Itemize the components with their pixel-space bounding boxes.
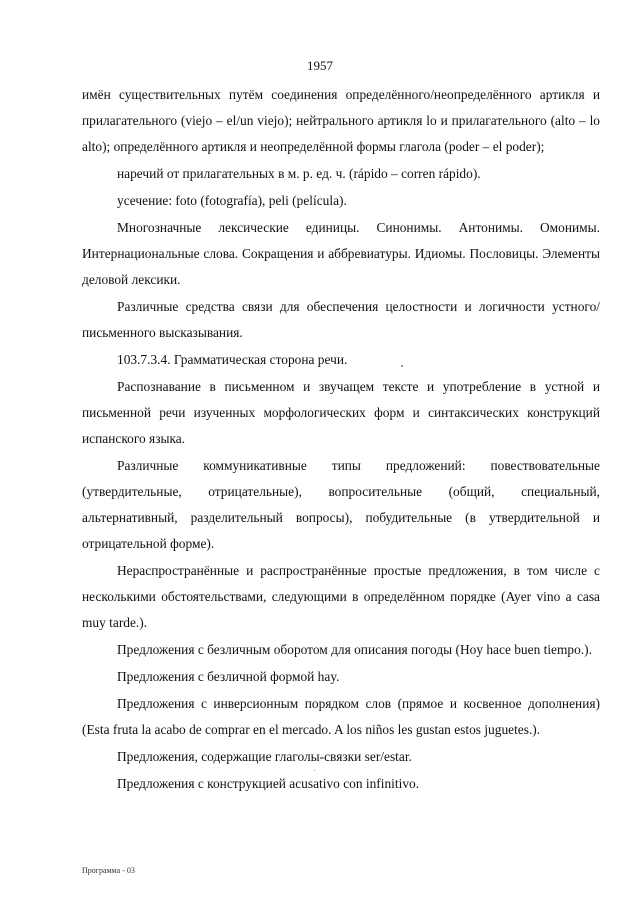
paragraph-adverbs: наречий от прилагательных в м. р. ед. ч. (rápido – corren rápido). bbox=[117, 166, 481, 181]
paragraph-impersonal-hay: Предложения с безличной формой hay. bbox=[117, 669, 340, 684]
body-text bbox=[82, 82, 600, 798]
paragraph-inversion: Предложения с инверсионным порядком слов (прямое и косвенное дополнения) (Esta fruta la acabo de comprar en el mercado. A los niños les gustan estos juguetes.). bbox=[82, 696, 600, 737]
page-number: 1957 bbox=[307, 58, 333, 73]
paragraph-simple-sentences: Нераспространённые и распространённые простые предложения, в том числе с несколькими обстоятельствами, следующими в определённом порядке (Ayer vino a casa muy tarde.). bbox=[82, 563, 600, 630]
scan-speck bbox=[314, 770, 315, 771]
paragraph-truncation: усечение: foto (fotografía), peli (película). bbox=[117, 193, 347, 208]
section-heading-grammar: 103.7.3.4. Грамматическая сторона речи. bbox=[117, 352, 348, 367]
paragraph-noun-formation: имён существительных путём соединения определённого/неопределённого артикля и прилагательного (viejo – el/un viejo); нейтрального артикля lo и прилагательного (alto – lo alto); определённого артикля и неопределённой формы глагола (poder – el poder); bbox=[82, 87, 600, 154]
paragraph-lexical-units: Многозначные лексические единицы. Синонимы. Антонимы. Омонимы. Интернациональные слова. Сокращения и аббревиатуры. Идиомы. Пословицы. Элементы деловой лексики. bbox=[82, 220, 600, 287]
paragraph-cohesion: Различные средства связи для обеспечения целостности и логичности устного/письменного высказывания. bbox=[82, 299, 600, 340]
page-footer: Программа - 03 bbox=[82, 866, 135, 875]
paragraph-recognition: Распознавание в письменном и звучащем тексте и употребление в устной и письменной речи изученных морфологических форм и синтаксических конструкций испанского языка. bbox=[82, 379, 600, 446]
paragraph-acusativo: Предложения с конструкцией acusativo con infinitivo. bbox=[117, 776, 420, 791]
paragraph-ser-estar: Предложения, содержащие глаголы-связки ser/estar. bbox=[117, 749, 412, 764]
paragraph-sentence-types: Различные коммуникативные типы предложений: повествовательные (утвердительные, отрицательные), вопросительные (общий, специальный, альтернативный, разделительный вопросы), побудительные (в утвердительной и отрицательной форме). bbox=[82, 458, 600, 551]
scan-speck bbox=[401, 365, 403, 367]
paragraph-impersonal-weather: Предложения с безличным оборотом для описания погоды (Hoy hace buen tiempo.). bbox=[117, 642, 592, 657]
